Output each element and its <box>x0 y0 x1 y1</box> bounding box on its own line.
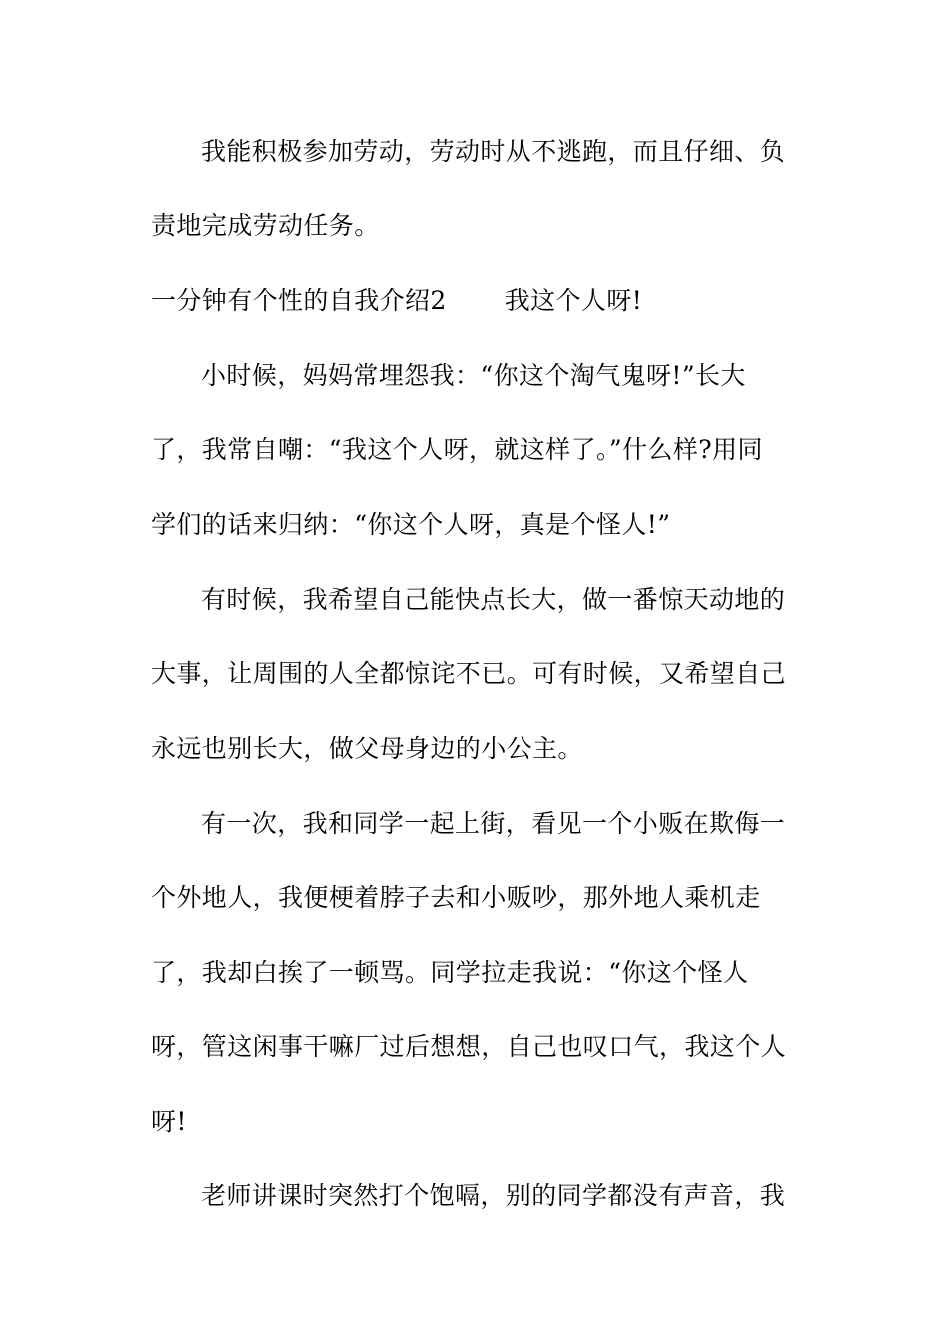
paragraph-line: 责地完成劳动任务。 <box>151 211 380 240</box>
paragraph-line: 大事，让周围的人全都惊诧不已。可有时候，又希望自己 <box>151 659 787 688</box>
paragraph-line: 小时候，妈妈常埋怨我：“你这个淘气鬼呀!”长大 <box>201 361 746 390</box>
paragraph-line: 永远也别长大，做父母身边的小公主。 <box>151 734 583 763</box>
paragraph-line: 我能积极参加劳动，劳动时从不逃跑，而且仔细、负 <box>201 137 786 166</box>
heading-subtitle: 我这个人呀! <box>504 286 643 315</box>
paragraph-line: 有时候，我希望自己能快点长大，做一番惊天动地的 <box>201 585 786 614</box>
paragraph-line: 呀，管这闲事干嘛厂过后想想，自己也叹口气，我这个人 <box>151 1032 787 1061</box>
paragraph-line: 个外地人，我便梗着脖子去和小贩吵，那外地人乘机走 <box>151 883 761 912</box>
paragraph-line: 有一次，我和同学一起上街，看见一个小贩在欺侮一 <box>201 809 786 838</box>
heading-title: 一分钟有个性的自我介绍2 <box>151 286 447 315</box>
paragraph-line: 了，我却白挨了一顿骂。同学拉走我说：“你这个怪人 <box>151 958 749 987</box>
paragraph-line: 学们的话来归纳：“你这个人呀，真是个怪人!” <box>151 510 671 539</box>
paragraph-line: 老师讲课时突然打个饱嗝，别的同学都没有声音，我 <box>201 1181 786 1210</box>
paragraph-line: 呀! <box>151 1107 187 1136</box>
paragraph-line: 了，我常自嘲：“我这个人呀，就这样了。”什么样?用同 <box>151 435 763 464</box>
section-heading <box>151 286 642 316</box>
